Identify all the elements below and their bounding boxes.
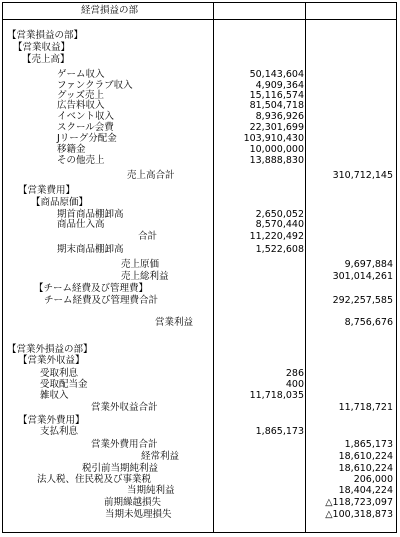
row-label: 税引前当期純利益 <box>82 463 159 474</box>
detail-amount: 11,220,492 <box>249 231 304 242</box>
statement-row <box>3 231 396 243</box>
detail-amount: 8,936,926 <box>255 111 304 122</box>
row-label: 【営業収益】 <box>13 42 71 53</box>
total-amount: 11,718,721 <box>338 402 393 413</box>
header-divider <box>3 19 396 20</box>
row-label: 営業外費用合計 <box>91 439 158 450</box>
row-label: 経常利益 <box>141 451 180 462</box>
detail-amount: 2,650,052 <box>255 209 304 220</box>
detail-amount: 103,910,430 <box>243 133 304 144</box>
statement-row <box>3 185 396 197</box>
row-label: ファンクラブ収入 <box>57 80 133 91</box>
row-label: 当期未処理損失 <box>105 509 172 520</box>
row-label: 雑収入 <box>40 390 69 401</box>
statement-row <box>3 170 396 182</box>
row-label: 前期繰越損失 <box>104 497 162 508</box>
total-amount: 9,697,884 <box>344 259 393 270</box>
row-label: 当期純利益 <box>127 485 175 496</box>
row-label: イベント収入 <box>57 111 115 122</box>
statement-row <box>3 295 396 307</box>
total-amount: 8,756,676 <box>344 317 393 328</box>
row-label: 受取配当金 <box>40 379 88 390</box>
statement-row <box>3 451 396 463</box>
statement-row <box>3 155 396 167</box>
detail-amount: 81,504,718 <box>249 100 304 111</box>
row-label: グッズ売上 <box>57 90 105 101</box>
statement-row <box>3 197 396 209</box>
total-amount: 18,610,224 <box>338 463 393 474</box>
statement-row <box>3 244 396 256</box>
detail-amount: 400 <box>285 379 304 390</box>
row-label: 【営業費用】 <box>18 185 76 196</box>
row-label: 移籍金 <box>57 144 86 155</box>
total-amount: 1,865,173 <box>344 439 393 450</box>
row-label: 法人税、住民税及び事業税 <box>37 474 152 485</box>
detail-amount: 10,000,000 <box>249 144 304 155</box>
total-amount: 292,257,585 <box>332 295 393 306</box>
statement-row <box>3 439 396 451</box>
row-label: 支払利息 <box>40 426 79 437</box>
row-label: 【商品原価】 <box>31 197 89 208</box>
statement-row <box>3 54 396 66</box>
row-label: 【営業外損益の部】 <box>7 344 93 355</box>
detail-amount: 286 <box>285 368 304 379</box>
statement-row <box>3 355 396 367</box>
statement-row <box>3 485 396 497</box>
total-amount: 18,610,224 <box>338 451 393 462</box>
row-label: Jリーグ分配金 <box>57 133 117 144</box>
statement-row <box>3 497 396 509</box>
detail-amount: 13,888,830 <box>249 155 304 166</box>
detail-amount: 11,718,035 <box>249 390 304 401</box>
row-label: 【営業外費用】 <box>18 415 85 426</box>
statement-row <box>3 317 396 329</box>
detail-amount: 22,301,699 <box>249 122 304 133</box>
statement-row <box>3 283 396 295</box>
statement-row <box>3 426 396 438</box>
row-label: 受取利息 <box>40 368 79 379</box>
row-label: 売上高合計 <box>127 170 175 181</box>
row-label: 【チーム経費及び管理費】 <box>34 283 149 294</box>
statement-row <box>3 271 396 283</box>
row-label: チーム経費及び管理費合計 <box>44 295 159 306</box>
row-label: 【売上高】 <box>22 54 70 65</box>
statement-row <box>3 402 396 414</box>
row-label: 合計 <box>138 231 158 242</box>
detail-amount: 1,522,608 <box>255 244 304 255</box>
row-label: 商品仕入高 <box>57 219 105 230</box>
detail-amount: 50,143,604 <box>249 69 304 80</box>
row-label: スクール会費 <box>57 122 114 133</box>
detail-amount: 4,909,364 <box>255 80 304 91</box>
row-label: 営業利益 <box>155 317 194 328</box>
statement-row <box>3 30 396 42</box>
statement-row <box>3 42 396 54</box>
detail-amount: 15,116,574 <box>249 90 304 101</box>
total-amount: 310,712,145 <box>332 170 393 181</box>
row-label: 【営業損益の部】 <box>7 30 84 41</box>
row-label: 【営業外収益】 <box>18 355 85 366</box>
total-amount: 206,000 <box>353 474 393 485</box>
detail-amount: 8,570,440 <box>255 219 304 230</box>
row-label: 期末商品棚卸高 <box>57 244 124 255</box>
total-amount: 301,014,261 <box>332 271 393 282</box>
row-label: 期首商品棚卸高 <box>57 209 124 220</box>
total-amount: △100,318,873 <box>325 509 393 520</box>
row-label: 広告料収入 <box>57 100 105 111</box>
row-label: 売上総利益 <box>121 271 169 282</box>
detail-amount: 1,865,173 <box>255 426 304 437</box>
statement-row <box>3 390 396 402</box>
total-amount: 18,404,224 <box>338 485 393 496</box>
row-label: 営業外収益合計 <box>91 402 158 413</box>
income-statement-sheet <box>2 2 397 533</box>
row-label: ゲーム収入 <box>57 69 105 80</box>
sheet-title: 経営損益の部 <box>81 5 139 16</box>
row-label: その他売上 <box>57 155 105 166</box>
statement-row <box>3 259 396 271</box>
statement-row <box>3 219 396 231</box>
row-label: 売上原価 <box>121 259 160 270</box>
statement-row <box>3 509 396 521</box>
total-amount: △118,723,097 <box>325 497 393 508</box>
